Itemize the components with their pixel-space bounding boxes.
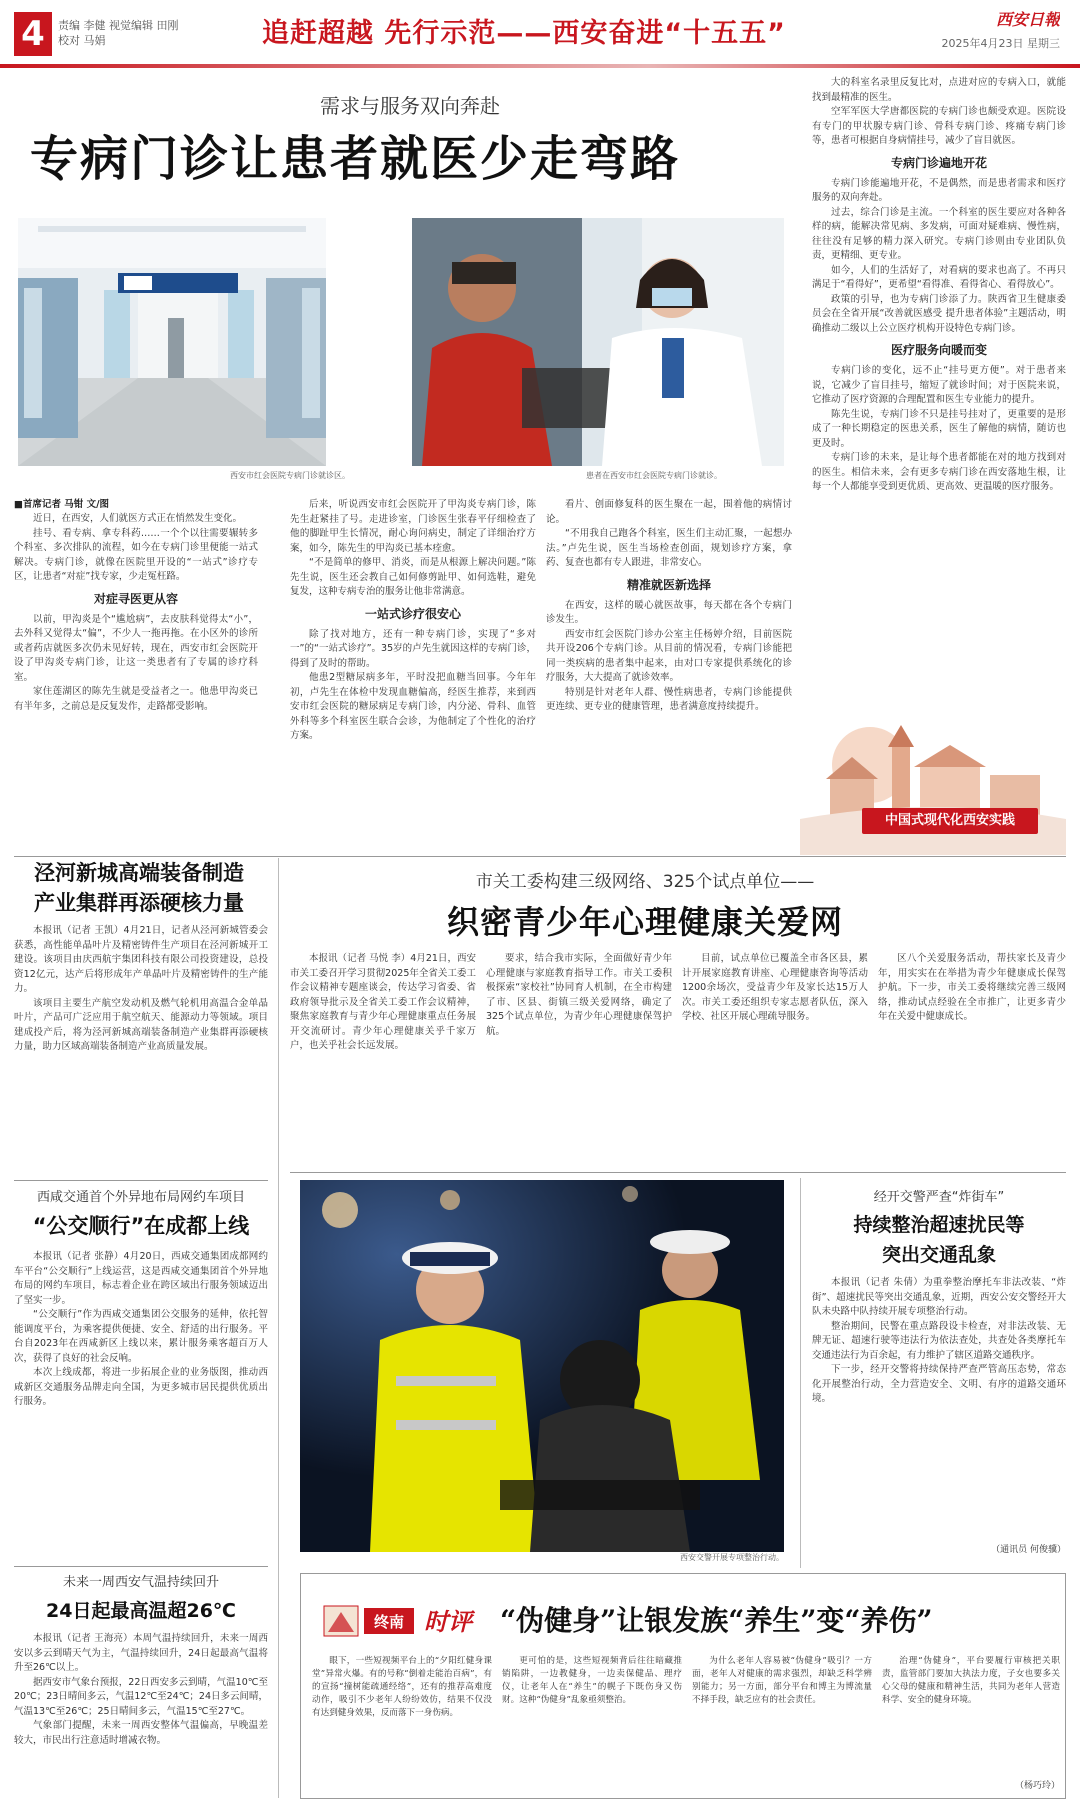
byline: ■首席记者 马钳 文/图 [14,499,110,510]
article-weather-body [14,1632,268,1798]
title-line: 泾河新城高端装备制造 [34,861,244,885]
paragraph: 政策的引导，也为专病门诊添了力。陕西省卫生健康委员会在全省开展“改善就医感受 提升患者体验”主题活动，明确推动二级以上公立医疗机构开设特色专病门诊。 [812,293,1066,334]
title-line: 突出交通乱象 [881,1244,996,1266]
column-divider [800,1178,801,1568]
top-article-title: 专病门诊让患者就医少走弯路 [30,131,681,187]
doctor-consult-photo [412,218,784,466]
title-line: 产业集群再添硬核力量 [34,891,244,915]
article-youth-title: 织密青少年心理健康关爱网 [446,903,843,941]
section-subhead: 专病门诊遍地开花 [890,155,987,170]
paragraph: 他患2型糖尿病多年，平时没把血糖当回事。今年年初，卢先生在体检中发现血糖偏高，经医生推荐，来到西安市红会医院的糖尿病足专病门诊，内分泌、骨科、血管外科等多个科室医生联合会诊，为他制定了个性化的治疗方案。 [290,672,536,741]
newspaper-logo: 西安日報 [995,10,1060,29]
paragraph: 治理“伪健身”，平台要履行审核把关职责，监管部门要加大执法力度，子女也要多关心父母的健康和精神生活，共同为老年人营造科学、安全的健身环境。 [882,1656,1060,1705]
section-divider [14,1566,268,1567]
paragraph: 特别是针对老年人群、慢性病患者，专病门诊能提供更连续、更专业的健康管理，患者满意度持续提升。 [546,686,792,712]
paragraph: 本报讯（记者 朱倩）为重拳整治摩托车非法改装、“炸街”、超速扰民等突出交通乱象，近期，西安公安交警经开大队未央路中队持续开展专项整治行动。 [812,1277,1066,1317]
top-article-column-1 [14,512,258,852]
article-youth-column-1 [290,952,476,1160]
top-article-column-2 [290,498,536,852]
paragraph: 本报讯（记者 马悦 李）4月21日，西安市关工委召开学习贯彻2025年全省关工委工作会议精神专题座谈会，传达学习省委、省政府领导批示及全省关工委工作会议精神，聚焦家庭教育与青少年心理健康重点任务展开交流研讨。青少年心理健康关乎千家万户，也关乎社会长远发展。 [290,953,476,1051]
paragraph: 该项目主要生产航空发动机及燃气轮机用高温合金单晶叶片，产品可广泛应用于航空航天、能源动力等领域。项目建成投产后，将为泾河新城高端装备制造产业集群再添硬核力量，助力区域高端装备制造产业高质量发展。 [14,997,268,1052]
paragraph: 大的科室名录里反复比对，点进对应的专病入口，就能找到最精准的医生。 [812,77,1066,103]
paragraph: 家住莲湖区的陈先生就是受益者之一。他患甲沟炎已有半年多，之前总是反复发作，走路都受影响。 [14,686,258,712]
paragraph: 以前，甲沟炎是个“尴尬病”，去皮肤科觉得太“小”，去外科又觉得太“偏”，不少人一拖再拖。在小区外的诊所或者药店就医多次仍未见好转，现在，西安市红会医院开设了甲沟炎专病门诊，让这一类患者有了专属的诊疗科室。 [14,613,258,683]
section-subhead: 一站式诊疗很安心 [364,606,461,621]
article-weather-kicker: 未来一周西安气温持续回升 [62,1575,219,1590]
paragraph: 下一步，经开交警将持续保持严查严管高压态势，常态化开展整治行动，全力营造安全、文明、有序的道路交通环境。 [812,1364,1066,1404]
series-label: 中国式现代化西安实践 [862,808,1038,834]
article-bus-title: “公交顺行”在成都上线 [32,1214,250,1238]
paragraph: 眼下，一些短视频平台上的“夕阳红健身课堂”异常火爆。有的号称“倒着走能治百病”，有的宣扬“撞树能疏通经络”，还有的推荐高难度动作，吸引不少老年人纷纷效仿，结果不仅没有达到健身效果，反而落下一身伤病。 [312,1656,492,1718]
paragraph: 过去，综合门诊是主流。一个科室的医生要应对各种各样的病，能解决常见病、多发病，可面对疑难病、慢性病，往往没有足够的精力深入研究。专病门诊则由专业团队负责，更精细、更专业。 [812,206,1066,261]
paragraph: “不是简单的修甲、消炎，而是从根源上解决问题。”陈先生说，医生还会教自己如何修剪趾甲、如何选鞋，避免复发，这种专病专治的服务让他非常满意。 [290,557,536,597]
paragraph: 本报讯（记者 王海亮）本周气温持续回升，未来一周西安以多云到晴天气为主，气温持续回升，24日起最高气温将升至26℃以上。 [14,1633,268,1673]
paragraph: 挂号、看专病、拿专科药……一个个以往需要辗转多个科室、多次排队的流程，如今在专病门诊里便能一站式解决。专病门诊，就像在医院里开设的“一站式”诊疗专区，让患者“对症”找专家，少走冤枉路。 [14,527,258,582]
article-bus-kicker: 西咸交通首个外异地布局网约车项目 [36,1190,245,1205]
paragraph: 如今，人们的生活好了，对看病的要求也高了。不再只满足于“看得好”，更希望“看得准、看得省心、看得放心”。 [812,264,1066,290]
page-number: 4 [14,12,52,56]
issue-date: 2025年4月23日 星期三 [941,37,1060,50]
paragraph: 专病门诊能遍地开花，不是偶然，而是患者需求和医疗服务的双向奔赴。 [812,177,1066,203]
article-weather-title: 24日起最高温超26℃ [46,1600,236,1622]
article-youth-column-4 [878,952,1066,1160]
commentary-signature: （杨巧玲） [1014,1781,1060,1791]
article-jinghe-title [14,858,264,918]
section-subhead: 医疗服务向暖而变 [890,343,987,357]
paragraph: 据西安市气象台预报，22日西安多云到晴，气温10℃至20℃；23日晴间多云，气温12℃至24℃；24日多云间晴，气温13℃至26℃；25日晴间多云，气温15℃至27℃。 [14,1676,268,1717]
traffic-police-night-photo [300,1180,784,1552]
paragraph: 空军军医大学唐都医院的专病门诊也颇受欢迎。医院设有专门的甲状腺专病门诊、骨科专病门诊、疼痛专病门诊等，患者可根据自身病情挂号，减少了盲目就医。 [812,106,1066,146]
article-traffic-kicker: 经开交警严查“炸街车” [873,1190,1005,1205]
paragraph: “公交顺行”作为西咸交通集团公交服务的延伸，依托智能调度平台，为乘客提供便捷、安全、舒适的出行服务。平台自2023年在西咸新区上线以来，累计服务乘客超百万人次，获得了良好的社会反响。 [14,1309,268,1364]
paragraph: 本次上线成都，将进一步拓展企业的业务版图，推动西咸新区交通服务品牌走向全国，为更多城市居民提供优质出行服务。 [14,1367,268,1407]
top-article-column-4 [812,76,1066,766]
paragraph: 专病门诊的变化，远不止“挂号更方便”。对于患者来说，它减少了盲目挂号，缩短了就诊时间；对于医院来说，它推动了医疗资源的合理配置和医生专业能力的提升。 [812,365,1066,405]
article-youth-column-3 [682,952,868,1160]
svg-text:时评: 时评 [424,1607,472,1636]
paragraph: 陈先生说，专病门诊不只是挂号挂对了，更重要的是形成了一种长期稳定的医患关系，医生了解他的病情，随访也更及时。 [812,408,1066,449]
commentary-column-4 [882,1655,1060,1795]
commentary-column-1 [312,1655,492,1795]
paragraph: 专病门诊的未来，是让每个患者都能在对的地方找到对的医生。相信未来，会有更多专病门诊在西安落地生根，让每一个人都能享受到更优质、更高效、更温暖的医疗服务。 [812,452,1066,492]
svg-text:终南: 终南 [373,1613,405,1631]
section-divider [14,1180,268,1181]
section-divider [14,856,1066,857]
section-divider [290,1172,1066,1173]
paragraph: 本报讯（记者 张静）4月20日，西咸交通集团成都网约车平台“公交顺行”上线运营，这是西咸交通集团首个外异地布局的网约车项目，标志着企业在跨区域出行服务领域迈出了坚实一步。 [14,1251,268,1306]
header-rule [0,64,1080,68]
header-slogan: 追赶超越 先行示范——西安奋进“十五五” [262,18,786,49]
article-traffic-body [812,1276,1066,1546]
paragraph: 除了找对地方，还有一种专病门诊，实现了“多对一”的“一站式诊疗”。35岁的卢先生就因这样的专病门诊，得到了及时的帮助。 [290,628,536,669]
photo-caption-1: 西安市红会医院专病门诊就诊区。 [230,471,350,480]
title-line: 持续整治超速扰民等 [853,1214,1025,1236]
paragraph: 气象部门提醒，未来一周西安整体气温偏高，早晚温差较大，市民出行注意适时增减衣物。 [14,1720,268,1746]
paragraph: 看片、创面修复科的医生聚在一起，围着他的病情讨论。 [546,499,792,525]
commentary-column-2 [502,1655,682,1795]
clinic-hallway-photo [18,218,326,466]
column-divider [278,858,279,1798]
section-subhead: 对症寻医更从容 [93,591,178,606]
paragraph: 后来，听说西安市红会医院开了甲沟炎专病门诊，陈先生赶紧挂了号。走进诊室，门诊医生张春平仔细检查了他的脚趾甲生长情况，耐心询问病史，制定了详细治疗方案，如今，陈先生的甲沟炎已基本痊愈。 [290,499,536,554]
article-traffic-signature: （通讯员 何俊骥） [991,1545,1066,1555]
top-article-kicker: 需求与服务双向奔赴 [320,94,500,118]
article-traffic-title [812,1210,1066,1270]
paragraph: 西安市红会医院门诊办公室主任杨婷介绍，目前医院共开设206个专病门诊。从目前的情况看，专病门诊能把同一类疾病的患者集中起来，由对口专家提供系统化的诊疗服务，大大提高了就诊效率。 [546,628,792,683]
article-bus-body [14,1250,268,1560]
commentary-badge [320,1596,490,1646]
article-youth-column-2 [486,952,672,1160]
paragraph: 为什么老年人容易被“伪健身”吸引？一方面，老年人对健康的需求强烈，却缺乏科学辨别能力；另一方面，部分平台和博主为博流量不择手段，缺乏应有的社会责任。 [692,1656,872,1705]
paragraph: 近日，在西安，人们就医方式正在悄然发生变化。 [33,513,243,524]
paragraph: 本报讯（记者 王凯）4月21日，记者从泾河新城管委会获悉，高性能单晶叶片及精密铸件生产项目在泾河新城开工建设。该项目由庆西航宇集团科技有限公司投资建设，总投资12亿元，达产后将形成年产单晶叶片及精密铸件的生产能力。 [14,925,268,994]
paragraph: 区八个关爱服务活动，帮扶家长及青少年，用实实在在举措为青少年健康成长保驾护航。下一步，市关工委将继续完善三级网络，推动试点经验在全市推广，让更多青少年在关爱中健康成长。 [878,953,1066,1022]
paragraph: 更可怕的是，这些短视频背后往往暗藏推销陷阱，一边教健身，一边卖保健品、理疗仪，让老年人在“养生”的幌子下既伤身又伤财。这种“伪健身”乱象亟须整治。 [502,1656,682,1705]
center-photo-caption: 西安交警开展专项整治行动。 [680,1553,784,1562]
paragraph: “不用我自己跑各个科室，医生们主动汇聚，一起想办法。”卢先生说，医生当场检查创面，规划诊疗方案，拿药、复查也都有专人跟进，非常安心。 [546,528,792,568]
photo-caption-2: 患者在西安市红会医院专病门诊就诊。 [586,471,722,480]
paragraph: 在西安，这样的暖心就医故事，每天都在各个专病门诊发生。 [546,599,792,625]
commentary-title: “伪健身”让银发族“养生”变“养伤” [500,1604,933,1637]
article-jinghe-body [14,924,268,1178]
paragraph: 目前，试点单位已覆盖全市各区县，累计开展家庭教育讲座、心理健康咨询等活动1200余场次，受益青少年及家长达15万人次。市关工委还组织专家志愿者队伍，深入学校、社区开展心理疏导服务。 [682,953,868,1022]
commentary-column-3 [692,1655,872,1795]
top-article-column-3 [546,498,792,852]
paragraph: 整治期间，民警在重点路段设卡检查，对非法改装、无牌无证、超速行驶等违法行为依法查处，共查处各类摩托车交通违法行为百余起，有力维护了辖区道路交通秩序。 [812,1320,1066,1361]
section-subhead: 精准就医新选择 [626,577,711,592]
article-youth-kicker: 市关工委构建三级网络、325个试点单位—— [475,872,815,892]
editor-meta [58,18,188,48]
editor-line: 责编 李健 视觉编辑 田刚 [58,19,179,32]
proofreader-line: 校对 马娟 [58,34,106,47]
paragraph: 要求，结合我市实际，全面做好青少年心理健康与家庭教育指导工作。市关工委积极探索“家校社”协同育人机制，在全市构建了市、区县、街镇三级关爱网络，确定了325个试点单位，为青少年心理健康保驾护航。 [486,953,672,1037]
